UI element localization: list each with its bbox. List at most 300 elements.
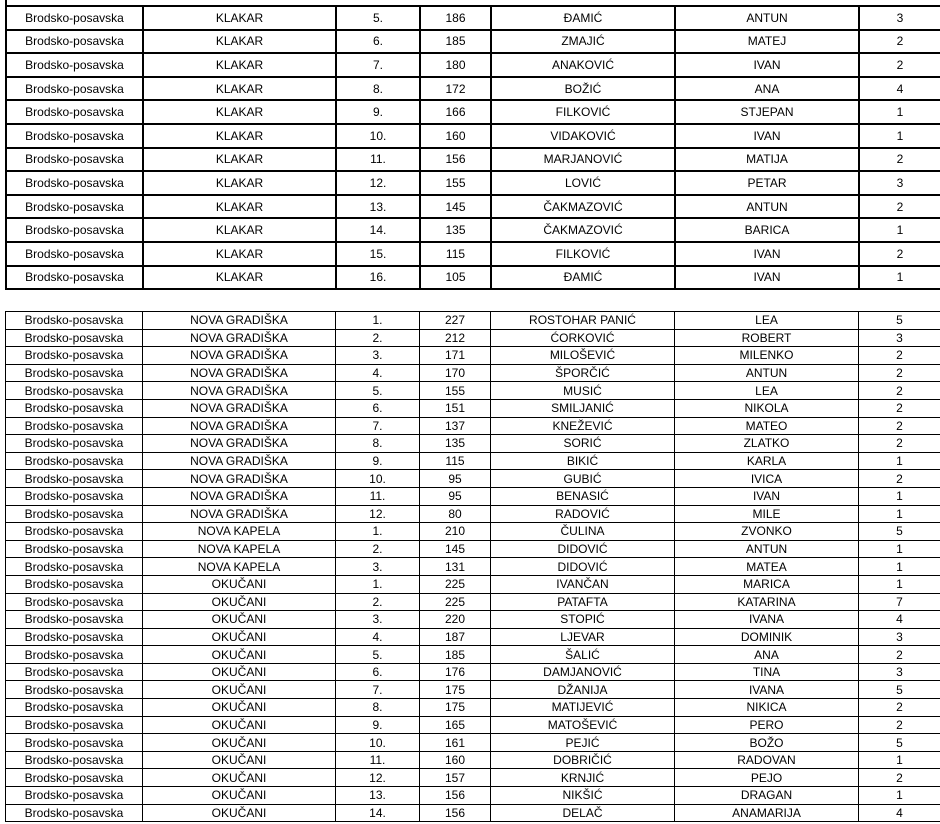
- score-cell: 156: [420, 804, 491, 822]
- score-cell: 137: [420, 417, 491, 435]
- score-cell: 210: [420, 523, 491, 541]
- county-cell: Brodsko-posavska: [6, 716, 143, 734]
- table-row: [6, 769, 940, 787]
- municipality-cell: NOVA GRADIŠKA: [143, 312, 336, 330]
- surname-cell: LJEVAR: [491, 628, 675, 646]
- rank-cell: 5.: [336, 646, 420, 664]
- rank-cell: 10.: [336, 734, 420, 752]
- score-cell: 170: [420, 364, 491, 382]
- county-cell: Brodsko-posavska: [6, 769, 143, 787]
- municipality-cell: KLAKAR: [143, 30, 336, 54]
- score-cell: 155: [420, 382, 491, 400]
- table-row: [6, 399, 940, 417]
- first-name-cell: IVANA: [675, 611, 859, 629]
- municipality-cell: NOVA GRADIŠKA: [143, 452, 336, 470]
- first-name-cell: BARICA: [675, 218, 859, 242]
- table-row: [6, 523, 940, 541]
- first-name-cell: KATARINA: [675, 593, 859, 611]
- score-cell: 115: [420, 452, 491, 470]
- table-row: [6, 382, 940, 400]
- municipality-cell: OKUČANI: [143, 804, 336, 822]
- count-cell: 1: [859, 751, 940, 769]
- first-name-cell: MATEO: [675, 417, 859, 435]
- county-cell: Brodsko-posavska: [6, 787, 143, 805]
- table-row: [6, 124, 940, 148]
- rank-cell: 16.: [336, 266, 420, 290]
- first-name-cell: ZLATKO: [675, 435, 859, 453]
- rank-cell: 6.: [336, 663, 420, 681]
- county-cell: Brodsko-posavska: [6, 382, 143, 400]
- table-row: [6, 681, 940, 699]
- table-row: [6, 347, 940, 365]
- surname-cell: VIDAKOVIĆ: [491, 124, 675, 148]
- municipality-cell: KLAKAR: [143, 6, 336, 30]
- municipality-cell: NOVA GRADIŠKA: [143, 417, 336, 435]
- county-cell: Brodsko-posavska: [6, 77, 143, 101]
- score-cell: 155: [420, 171, 491, 195]
- surname-cell: ZMAJIĆ: [491, 30, 675, 54]
- table-row: [6, 100, 940, 124]
- score-cell: 135: [420, 218, 491, 242]
- municipality-cell: NOVA KAPELA: [143, 523, 336, 541]
- surname-cell: ČAKMAZOVIĆ: [491, 218, 675, 242]
- municipality-cell: NOVA KAPELA: [143, 558, 336, 576]
- county-cell: Brodsko-posavska: [6, 347, 143, 365]
- surname-cell: DIDOVIĆ: [491, 558, 675, 576]
- table-row: [6, 329, 940, 347]
- municipality-cell: KLAKAR: [143, 148, 336, 172]
- surname-cell: SORIĆ: [491, 435, 675, 453]
- table-row: [6, 663, 940, 681]
- score-cell: 156: [420, 787, 491, 805]
- rank-cell: 3.: [336, 558, 420, 576]
- count-cell: 1: [859, 100, 940, 124]
- surname-cell: BIKIĆ: [491, 452, 675, 470]
- score-cell: 156: [420, 148, 491, 172]
- count-cell: 4: [859, 611, 940, 629]
- table-row: [6, 787, 940, 805]
- rank-cell: 12.: [336, 769, 420, 787]
- count-cell: 1: [859, 540, 940, 558]
- surname-cell: ČAKMAZOVIĆ: [491, 195, 675, 219]
- first-name-cell: MILENKO: [675, 347, 859, 365]
- rank-cell: 1.: [336, 312, 420, 330]
- table-row: [6, 558, 940, 576]
- county-cell: Brodsko-posavska: [6, 329, 143, 347]
- municipality-cell: OKUČANI: [143, 751, 336, 769]
- score-cell: 166: [420, 100, 491, 124]
- county-cell: Brodsko-posavska: [6, 663, 143, 681]
- table-row: [6, 751, 940, 769]
- municipality-cell: NOVA GRADIŠKA: [143, 364, 336, 382]
- surname-cell: RADOVIĆ: [491, 505, 675, 523]
- municipality-cell: OKUČANI: [143, 611, 336, 629]
- table-row: [6, 364, 940, 382]
- count-cell: 2: [859, 399, 940, 417]
- count-cell: 1: [859, 505, 940, 523]
- municipality-cell: NOVA GRADIŠKA: [143, 329, 336, 347]
- surname-cell: NIKŠIĆ: [491, 787, 675, 805]
- first-name-cell: ROBERT: [675, 329, 859, 347]
- county-cell: Brodsko-posavska: [6, 593, 143, 611]
- first-name-cell: IVAN: [675, 53, 859, 77]
- first-name-cell: ANA: [675, 77, 859, 101]
- municipality-cell: OKUČANI: [143, 681, 336, 699]
- first-name-cell: MATIJA: [675, 148, 859, 172]
- county-cell: Brodsko-posavska: [6, 417, 143, 435]
- surname-cell: ĐAMIĆ: [491, 266, 675, 290]
- count-cell: 3: [859, 663, 940, 681]
- rank-cell: 3.: [336, 347, 420, 365]
- score-cell: 135: [420, 435, 491, 453]
- score-cell: 185: [420, 646, 491, 664]
- surname-cell: KRNJIĆ: [491, 769, 675, 787]
- table-row: [6, 470, 940, 488]
- score-cell: 175: [420, 699, 491, 717]
- first-name-cell: IVICA: [675, 470, 859, 488]
- rank-cell: 14.: [336, 804, 420, 822]
- table-row: [6, 575, 940, 593]
- municipality-cell: KLAKAR: [143, 242, 336, 266]
- table-row: [6, 593, 940, 611]
- municipality-cell: KLAKAR: [143, 266, 336, 290]
- score-cell: 186: [420, 6, 491, 30]
- county-cell: Brodsko-posavska: [6, 30, 143, 54]
- table-row: [6, 195, 940, 219]
- municipality-cell: OKUČANI: [143, 628, 336, 646]
- table-row: [6, 505, 940, 523]
- table-row: [6, 242, 940, 266]
- table-row: [6, 611, 940, 629]
- count-cell: 2: [859, 382, 940, 400]
- table-body-bottom: [6, 312, 940, 822]
- municipality-cell: OKUČANI: [143, 769, 336, 787]
- surname-cell: DOBRIČIĆ: [491, 751, 675, 769]
- table-row: [6, 266, 940, 290]
- table-row: [6, 171, 940, 195]
- rank-cell: 7.: [336, 53, 420, 77]
- county-cell: Brodsko-posavska: [6, 148, 143, 172]
- municipality-cell: KLAKAR: [143, 218, 336, 242]
- rank-cell: 8.: [336, 435, 420, 453]
- first-name-cell: ANA: [675, 646, 859, 664]
- first-name-cell: LEA: [675, 382, 859, 400]
- rank-cell: 1.: [336, 523, 420, 541]
- count-cell: 4: [859, 804, 940, 822]
- table-row: [6, 628, 940, 646]
- count-cell: 3: [859, 628, 940, 646]
- county-cell: Brodsko-posavska: [6, 6, 143, 30]
- municipality-cell: NOVA GRADIŠKA: [143, 399, 336, 417]
- rank-cell: 10.: [336, 124, 420, 148]
- rank-cell: 13.: [336, 195, 420, 219]
- municipality-cell: KLAKAR: [143, 171, 336, 195]
- surname-cell: ČULINA: [491, 523, 675, 541]
- first-name-cell: PETAR: [675, 171, 859, 195]
- table-row: [6, 804, 940, 822]
- table-row: [6, 417, 940, 435]
- score-cell: 172: [420, 77, 491, 101]
- count-cell: 2: [859, 769, 940, 787]
- table-row: [6, 734, 940, 752]
- first-name-cell: ZVONKO: [675, 523, 859, 541]
- rank-cell: 12.: [336, 505, 420, 523]
- count-cell: 4: [859, 77, 940, 101]
- municipality-cell: NOVA KAPELA: [143, 540, 336, 558]
- surname-cell: PEJIĆ: [491, 734, 675, 752]
- county-cell: Brodsko-posavska: [6, 312, 143, 330]
- score-cell: 151: [420, 399, 491, 417]
- county-cell: Brodsko-posavska: [6, 804, 143, 822]
- municipality-cell: NOVA GRADIŠKA: [143, 435, 336, 453]
- count-cell: 2: [859, 30, 940, 54]
- surname-cell: DAMJANOVIĆ: [491, 663, 675, 681]
- rank-cell: 13.: [336, 787, 420, 805]
- surname-cell: DŽANIJA: [491, 681, 675, 699]
- surname-cell: KNEŽEVIĆ: [491, 417, 675, 435]
- first-name-cell: NIKOLA: [675, 399, 859, 417]
- table-row: [6, 312, 940, 330]
- score-cell: 157: [420, 769, 491, 787]
- municipality-cell: OKUČANI: [143, 734, 336, 752]
- first-name-cell: ANAMARIJA: [675, 804, 859, 822]
- first-name-cell: MATEA: [675, 558, 859, 576]
- municipality-cell: OKUČANI: [143, 716, 336, 734]
- rank-cell: 12.: [336, 171, 420, 195]
- first-name-cell: MATEJ: [675, 30, 859, 54]
- surname-cell: STOPIĆ: [491, 611, 675, 629]
- count-cell: 2: [859, 195, 940, 219]
- first-name-cell: ANTUN: [675, 195, 859, 219]
- score-cell: 165: [420, 716, 491, 734]
- rank-cell: 2.: [336, 593, 420, 611]
- surname-cell: DIDOVIĆ: [491, 540, 675, 558]
- count-cell: 5: [859, 681, 940, 699]
- score-cell: 220: [420, 611, 491, 629]
- county-cell: Brodsko-posavska: [6, 487, 143, 505]
- count-cell: 2: [859, 470, 940, 488]
- results-table-klakar: [5, 5, 940, 290]
- score-cell: 180: [420, 53, 491, 77]
- count-cell: 2: [859, 435, 940, 453]
- municipality-cell: KLAKAR: [143, 124, 336, 148]
- surname-cell: MATIJEVIĆ: [491, 699, 675, 717]
- score-cell: 145: [420, 195, 491, 219]
- count-cell: 2: [859, 646, 940, 664]
- table-body-top: [6, 6, 940, 289]
- table-row: [6, 487, 940, 505]
- surname-cell: FILKOVIĆ: [491, 100, 675, 124]
- county-cell: Brodsko-posavska: [6, 558, 143, 576]
- surname-cell: MATOŠEVIĆ: [491, 716, 675, 734]
- municipality-cell: OKUČANI: [143, 575, 336, 593]
- county-cell: Brodsko-posavska: [6, 646, 143, 664]
- count-cell: 2: [859, 716, 940, 734]
- score-cell: 171: [420, 347, 491, 365]
- surname-cell: ĐAMIĆ: [491, 6, 675, 30]
- rank-cell: 9.: [336, 716, 420, 734]
- municipality-cell: OKUČANI: [143, 699, 336, 717]
- results-table-others: [5, 311, 940, 822]
- municipality-cell: NOVA GRADIŠKA: [143, 347, 336, 365]
- first-name-cell: PEJO: [675, 769, 859, 787]
- score-cell: 227: [420, 312, 491, 330]
- county-cell: Brodsko-posavska: [6, 100, 143, 124]
- table-row: [6, 540, 940, 558]
- count-cell: 1: [859, 575, 940, 593]
- surname-cell: BOŽIĆ: [491, 77, 675, 101]
- count-cell: 2: [859, 417, 940, 435]
- surname-cell: IVANČAN: [491, 575, 675, 593]
- first-name-cell: IVANA: [675, 681, 859, 699]
- count-cell: 2: [859, 148, 940, 172]
- score-cell: 95: [420, 470, 491, 488]
- first-name-cell: PERO: [675, 716, 859, 734]
- table-row: [6, 6, 940, 30]
- count-cell: 5: [859, 734, 940, 752]
- county-cell: Brodsko-posavska: [6, 540, 143, 558]
- first-name-cell: IVAN: [675, 266, 859, 290]
- table-row: [6, 452, 940, 470]
- count-cell: 3: [859, 6, 940, 30]
- municipality-cell: OKUČANI: [143, 646, 336, 664]
- rank-cell: 7.: [336, 681, 420, 699]
- county-cell: Brodsko-posavska: [6, 523, 143, 541]
- count-cell: 1: [859, 124, 940, 148]
- count-cell: 2: [859, 242, 940, 266]
- county-cell: Brodsko-posavska: [6, 435, 143, 453]
- rank-cell: 10.: [336, 470, 420, 488]
- county-cell: Brodsko-posavska: [6, 53, 143, 77]
- count-cell: 3: [859, 329, 940, 347]
- surname-cell: LOVIĆ: [491, 171, 675, 195]
- count-cell: 7: [859, 593, 940, 611]
- rank-cell: 4.: [336, 628, 420, 646]
- rank-cell: 1.: [336, 575, 420, 593]
- municipality-cell: NOVA GRADIŠKA: [143, 487, 336, 505]
- surname-cell: MARJANOVIĆ: [491, 148, 675, 172]
- first-name-cell: ANTUN: [675, 540, 859, 558]
- table-row: [6, 30, 940, 54]
- rank-cell: 14.: [336, 218, 420, 242]
- first-name-cell: TINA: [675, 663, 859, 681]
- municipality-cell: OKUČANI: [143, 787, 336, 805]
- score-cell: 225: [420, 575, 491, 593]
- rank-cell: 5.: [336, 382, 420, 400]
- count-cell: 1: [859, 558, 940, 576]
- county-cell: Brodsko-posavska: [6, 505, 143, 523]
- table-row: [6, 148, 940, 172]
- rank-cell: 4.: [336, 364, 420, 382]
- first-name-cell: MARICA: [675, 575, 859, 593]
- first-name-cell: ANTUN: [675, 364, 859, 382]
- first-name-cell: LEA: [675, 312, 859, 330]
- municipality-cell: NOVA GRADIŠKA: [143, 470, 336, 488]
- surname-cell: SMILJANIĆ: [491, 399, 675, 417]
- surname-cell: ĆORKOVIĆ: [491, 329, 675, 347]
- surname-cell: GUBIĆ: [491, 470, 675, 488]
- score-cell: 175: [420, 681, 491, 699]
- surname-cell: BENASIĆ: [491, 487, 675, 505]
- rank-cell: 7.: [336, 417, 420, 435]
- table-row: [6, 435, 940, 453]
- surname-cell: FILKOVIĆ: [491, 242, 675, 266]
- count-cell: 2: [859, 699, 940, 717]
- surname-cell: MILOŠEVIĆ: [491, 347, 675, 365]
- rank-cell: 8.: [336, 699, 420, 717]
- count-cell: 2: [859, 53, 940, 77]
- score-cell: 185: [420, 30, 491, 54]
- county-cell: Brodsko-posavska: [6, 218, 143, 242]
- surname-cell: MUSIĆ: [491, 382, 675, 400]
- count-cell: 1: [859, 787, 940, 805]
- count-cell: 1: [859, 266, 940, 290]
- rank-cell: 5.: [336, 6, 420, 30]
- first-name-cell: IVAN: [675, 242, 859, 266]
- rank-cell: 6.: [336, 399, 420, 417]
- first-name-cell: KARLA: [675, 452, 859, 470]
- municipality-cell: KLAKAR: [143, 77, 336, 101]
- count-cell: 1: [859, 452, 940, 470]
- count-cell: 5: [859, 523, 940, 541]
- count-cell: 3: [859, 171, 940, 195]
- first-name-cell: STJEPAN: [675, 100, 859, 124]
- surname-cell: ROSTOHAR PANIĆ: [491, 312, 675, 330]
- county-cell: Brodsko-posavska: [6, 699, 143, 717]
- score-cell: 95: [420, 487, 491, 505]
- municipality-cell: NOVA GRADIŠKA: [143, 505, 336, 523]
- table-row: [6, 218, 940, 242]
- first-name-cell: IVAN: [675, 124, 859, 148]
- score-cell: 115: [420, 242, 491, 266]
- count-cell: 1: [859, 218, 940, 242]
- rank-cell: 11.: [336, 751, 420, 769]
- surname-cell: ŠALIĆ: [491, 646, 675, 664]
- score-cell: 225: [420, 593, 491, 611]
- county-cell: Brodsko-posavska: [6, 399, 143, 417]
- score-cell: 160: [420, 751, 491, 769]
- county-cell: Brodsko-posavska: [6, 628, 143, 646]
- municipality-cell: KLAKAR: [143, 100, 336, 124]
- table-row: [6, 77, 940, 101]
- surname-cell: DELAČ: [491, 804, 675, 822]
- county-cell: Brodsko-posavska: [6, 195, 143, 219]
- first-name-cell: MILE: [675, 505, 859, 523]
- count-cell: 2: [859, 364, 940, 382]
- first-name-cell: IVAN: [675, 487, 859, 505]
- score-cell: 161: [420, 734, 491, 752]
- municipality-cell: KLAKAR: [143, 53, 336, 77]
- municipality-cell: OKUČANI: [143, 663, 336, 681]
- rank-cell: 11.: [336, 487, 420, 505]
- table-row: [6, 699, 940, 717]
- county-cell: Brodsko-posavska: [6, 364, 143, 382]
- score-cell: 212: [420, 329, 491, 347]
- rank-cell: 8.: [336, 77, 420, 101]
- county-cell: Brodsko-posavska: [6, 242, 143, 266]
- score-cell: 176: [420, 663, 491, 681]
- table-row: [6, 716, 940, 734]
- first-name-cell: NIKICA: [675, 699, 859, 717]
- table-row: [6, 646, 940, 664]
- first-name-cell: DRAGAN: [675, 787, 859, 805]
- rank-cell: 2.: [336, 329, 420, 347]
- county-cell: Brodsko-posavska: [6, 470, 143, 488]
- score-cell: 145: [420, 540, 491, 558]
- county-cell: Brodsko-posavska: [6, 171, 143, 195]
- rank-cell: 2.: [336, 540, 420, 558]
- score-cell: 80: [420, 505, 491, 523]
